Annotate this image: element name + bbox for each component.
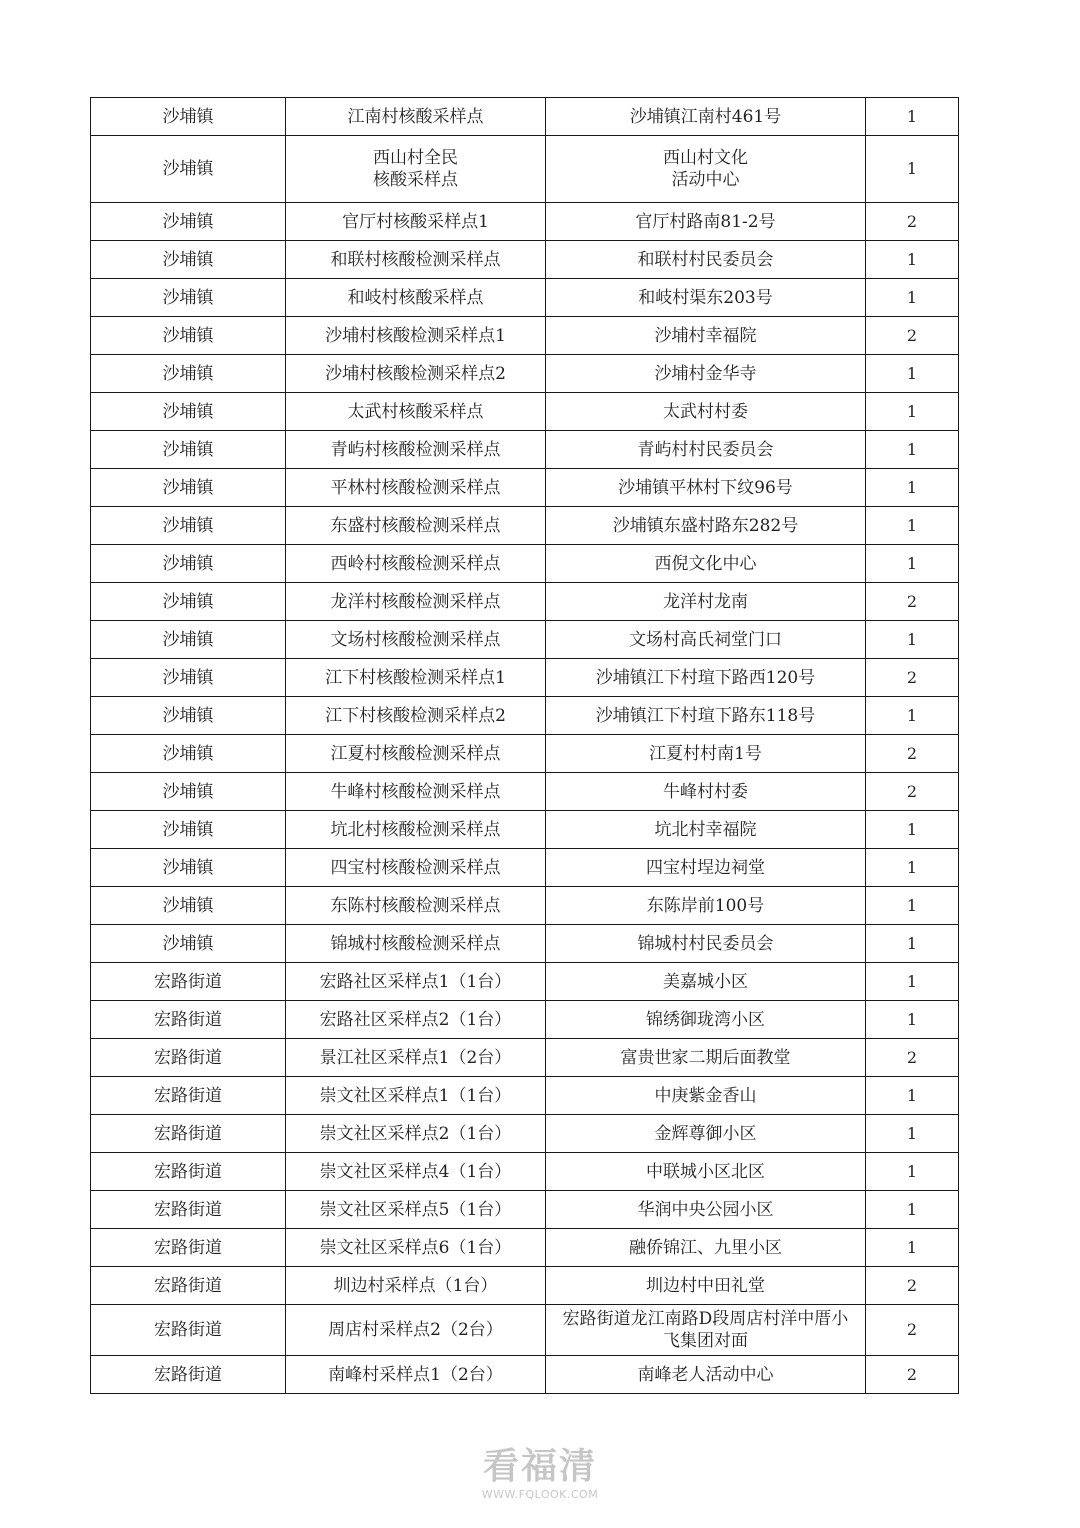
address-cell: 沙埔村幸福院 (546, 317, 866, 355)
address-cell: 圳边村中田礼堂 (546, 1267, 866, 1305)
town-cell: 宏路街道 (91, 1356, 286, 1394)
count-cell: 2 (866, 317, 959, 355)
count-cell: 2 (866, 1267, 959, 1305)
address-cell: 沙埔镇江下村瑄下路西120号 (546, 659, 866, 697)
town-cell: 沙埔镇 (91, 925, 286, 963)
site-cell: 龙洋村核酸检测采样点 (286, 583, 546, 621)
count-cell: 1 (866, 925, 959, 963)
site-cell: 崇文社区采样点1（1台） (286, 1077, 546, 1115)
count-cell: 2 (866, 659, 959, 697)
site-cell: 青屿村核酸检测采样点 (286, 431, 546, 469)
address-cell: 金辉尊御小区 (546, 1115, 866, 1153)
site-cell: 江南村核酸采样点 (286, 98, 546, 136)
address-cell: 中联城小区北区 (546, 1153, 866, 1191)
table-body (91, 98, 959, 1394)
town-cell: 沙埔镇 (91, 545, 286, 583)
table-row (91, 1001, 959, 1039)
count-cell: 2 (866, 583, 959, 621)
town-cell: 沙埔镇 (91, 469, 286, 507)
count-cell: 1 (866, 1077, 959, 1115)
site-text: 西山村全民核酸采样点 (373, 148, 458, 190)
table-row (91, 735, 959, 773)
address-cell: 沙埔镇东盛村路东282号 (546, 507, 866, 545)
town-cell: 宏路街道 (91, 963, 286, 1001)
town-cell: 沙埔镇 (91, 849, 286, 887)
table-row (91, 697, 959, 735)
count-cell: 1 (866, 431, 959, 469)
town-cell: 沙埔镇 (91, 621, 286, 659)
site-cell: 坑北村核酸检测采样点 (286, 811, 546, 849)
count-cell: 1 (866, 393, 959, 431)
table-row (91, 203, 959, 241)
town-cell: 沙埔镇 (91, 317, 286, 355)
address-cell: 融侨锦江、九里小区 (546, 1229, 866, 1267)
count-cell: 1 (866, 811, 959, 849)
site-cell: 圳边村采样点（1台） (286, 1267, 546, 1305)
site-cell: 牛峰村核酸检测采样点 (286, 773, 546, 811)
count-cell: 2 (866, 735, 959, 773)
town-cell: 宏路街道 (91, 1305, 286, 1356)
town-cell: 沙埔镇 (91, 393, 286, 431)
table-row (91, 963, 959, 1001)
table-row (91, 773, 959, 811)
table-row (91, 621, 959, 659)
table-row (91, 1039, 959, 1077)
table-row (91, 545, 959, 583)
table-row (91, 887, 959, 925)
count-cell: 1 (866, 1229, 959, 1267)
count-cell: 1 (866, 98, 959, 136)
address-cell: 沙埔镇江下村瑄下路东118号 (546, 697, 866, 735)
town-cell: 沙埔镇 (91, 773, 286, 811)
town-cell: 宏路街道 (91, 1077, 286, 1115)
site-cell: 和岐村核酸采样点 (286, 279, 546, 317)
site-cell: 和联村核酸检测采样点 (286, 241, 546, 279)
table-row (91, 1153, 959, 1191)
town-cell: 沙埔镇 (91, 583, 286, 621)
site-cell (286, 136, 546, 203)
sampling-sites-table (90, 97, 959, 1394)
address-cell: 西倪文化中心 (546, 545, 866, 583)
town-cell: 沙埔镇 (91, 203, 286, 241)
site-cell: 西岭村核酸检测采样点 (286, 545, 546, 583)
count-cell: 1 (866, 849, 959, 887)
table-row (91, 469, 959, 507)
watermark (470, 1446, 610, 1502)
count-cell: 1 (866, 355, 959, 393)
address-text: 西山村文化活动中心 (663, 148, 748, 190)
town-cell: 沙埔镇 (91, 279, 286, 317)
address-cell: 坑北村幸福院 (546, 811, 866, 849)
table-row (91, 811, 959, 849)
count-cell: 1 (866, 469, 959, 507)
table-row (91, 1267, 959, 1305)
site-cell: 崇文社区采样点4（1台） (286, 1153, 546, 1191)
address-cell: 锦绣御珑湾小区 (546, 1001, 866, 1039)
address-cell: 和联村村民委员会 (546, 241, 866, 279)
address-cell: 沙埔村金华寺 (546, 355, 866, 393)
town-cell: 宏路街道 (91, 1001, 286, 1039)
address-cell: 沙埔镇平林村下纹96号 (546, 469, 866, 507)
address-text: 宏路街道龙江南路D段周店村洋中厝小飞集团对面 (562, 1309, 849, 1351)
town-cell: 沙埔镇 (91, 136, 286, 203)
address-cell: 文场村高氏祠堂门口 (546, 621, 866, 659)
town-cell: 沙埔镇 (91, 98, 286, 136)
address-cell: 东陈岸前100号 (546, 887, 866, 925)
count-cell: 2 (866, 1305, 959, 1356)
site-cell: 崇文社区采样点2（1台） (286, 1115, 546, 1153)
count-cell: 1 (866, 697, 959, 735)
site-cell: 宏路社区采样点2（1台） (286, 1001, 546, 1039)
table-row (91, 279, 959, 317)
table-row (91, 1115, 959, 1153)
table-row (91, 1229, 959, 1267)
address-cell: 沙埔镇江南村461号 (546, 98, 866, 136)
table-row (91, 507, 959, 545)
address-cell: 青屿村村民委员会 (546, 431, 866, 469)
table-row (91, 583, 959, 621)
table-row (91, 136, 959, 203)
address-cell: 太武村村委 (546, 393, 866, 431)
address-cell: 中庚紫金香山 (546, 1077, 866, 1115)
count-cell: 1 (866, 241, 959, 279)
table-row (91, 393, 959, 431)
table-row (91, 1191, 959, 1229)
table-row (91, 925, 959, 963)
address-cell: 锦城村村民委员会 (546, 925, 866, 963)
site-cell: 官厅村核酸采样点1 (286, 203, 546, 241)
table-row (91, 1356, 959, 1394)
table-row (91, 1305, 959, 1356)
town-cell: 沙埔镇 (91, 887, 286, 925)
town-cell: 宏路街道 (91, 1267, 286, 1305)
town-cell: 沙埔镇 (91, 697, 286, 735)
address-cell: 四宝村埕边祠堂 (546, 849, 866, 887)
address-cell (546, 136, 866, 203)
town-cell: 宏路街道 (91, 1039, 286, 1077)
table-row (91, 849, 959, 887)
table-row (91, 241, 959, 279)
site-cell: 崇文社区采样点5（1台） (286, 1191, 546, 1229)
count-cell: 1 (866, 136, 959, 203)
count-cell: 1 (866, 963, 959, 1001)
count-cell: 2 (866, 1039, 959, 1077)
table-row (91, 659, 959, 697)
address-cell: 富贵世家二期后面教堂 (546, 1039, 866, 1077)
site-cell: 沙埔村核酸检测采样点2 (286, 355, 546, 393)
town-cell: 宏路街道 (91, 1115, 286, 1153)
site-cell: 沙埔村核酸检测采样点1 (286, 317, 546, 355)
count-cell: 2 (866, 773, 959, 811)
count-cell: 1 (866, 279, 959, 317)
address-cell: 和岐村渠东203号 (546, 279, 866, 317)
address-cell: 龙洋村龙南 (546, 583, 866, 621)
town-cell: 宏路街道 (91, 1229, 286, 1267)
site-cell: 江下村核酸检测采样点1 (286, 659, 546, 697)
count-cell: 1 (866, 507, 959, 545)
town-cell: 沙埔镇 (91, 735, 286, 773)
address-cell (546, 1305, 866, 1356)
table-row (91, 431, 959, 469)
site-cell: 宏路社区采样点1（1台） (286, 963, 546, 1001)
site-cell: 东盛村核酸检测采样点 (286, 507, 546, 545)
site-cell: 南峰村采样点1（2台） (286, 1356, 546, 1394)
town-cell: 宏路街道 (91, 1153, 286, 1191)
town-cell: 沙埔镇 (91, 507, 286, 545)
count-cell: 1 (866, 621, 959, 659)
town-cell: 沙埔镇 (91, 355, 286, 393)
address-cell: 江夏村村南1号 (546, 735, 866, 773)
count-cell: 2 (866, 1356, 959, 1394)
town-cell: 沙埔镇 (91, 431, 286, 469)
address-cell: 牛峰村村委 (546, 773, 866, 811)
address-cell: 华润中央公园小区 (546, 1191, 866, 1229)
count-cell: 1 (866, 1001, 959, 1039)
count-cell: 2 (866, 203, 959, 241)
site-cell: 文场村核酸检测采样点 (286, 621, 546, 659)
count-cell: 1 (866, 887, 959, 925)
address-cell: 官厅村路南81-2号 (546, 203, 866, 241)
site-cell: 崇文社区采样点6（1台） (286, 1229, 546, 1267)
count-cell: 1 (866, 1191, 959, 1229)
site-cell: 江下村核酸检测采样点2 (286, 697, 546, 735)
table-row (91, 98, 959, 136)
town-cell: 沙埔镇 (91, 811, 286, 849)
town-cell: 宏路街道 (91, 1191, 286, 1229)
watermark-logo-text: 看福清 (482, 1446, 597, 1487)
site-cell: 江夏村核酸检测采样点 (286, 735, 546, 773)
site-cell: 四宝村核酸检测采样点 (286, 849, 546, 887)
site-cell: 平林村核酸检测采样点 (286, 469, 546, 507)
town-cell: 沙埔镇 (91, 659, 286, 697)
site-cell: 锦城村核酸检测采样点 (286, 925, 546, 963)
count-cell: 1 (866, 1153, 959, 1191)
town-cell: 沙埔镇 (91, 241, 286, 279)
count-cell: 1 (866, 1115, 959, 1153)
table-row (91, 1077, 959, 1115)
site-cell: 周店村采样点2（2台） (286, 1305, 546, 1356)
table-row (91, 355, 959, 393)
site-cell: 东陈村核酸检测采样点 (286, 887, 546, 925)
site-cell: 景江社区采样点1（2台） (286, 1039, 546, 1077)
count-cell: 1 (866, 545, 959, 583)
address-cell: 南峰老人活动中心 (546, 1356, 866, 1394)
address-cell: 美嘉城小区 (546, 963, 866, 1001)
watermark-url: WWW.FQLOOK.COM (481, 1488, 599, 1501)
table-row (91, 317, 959, 355)
site-cell: 太武村核酸采样点 (286, 393, 546, 431)
